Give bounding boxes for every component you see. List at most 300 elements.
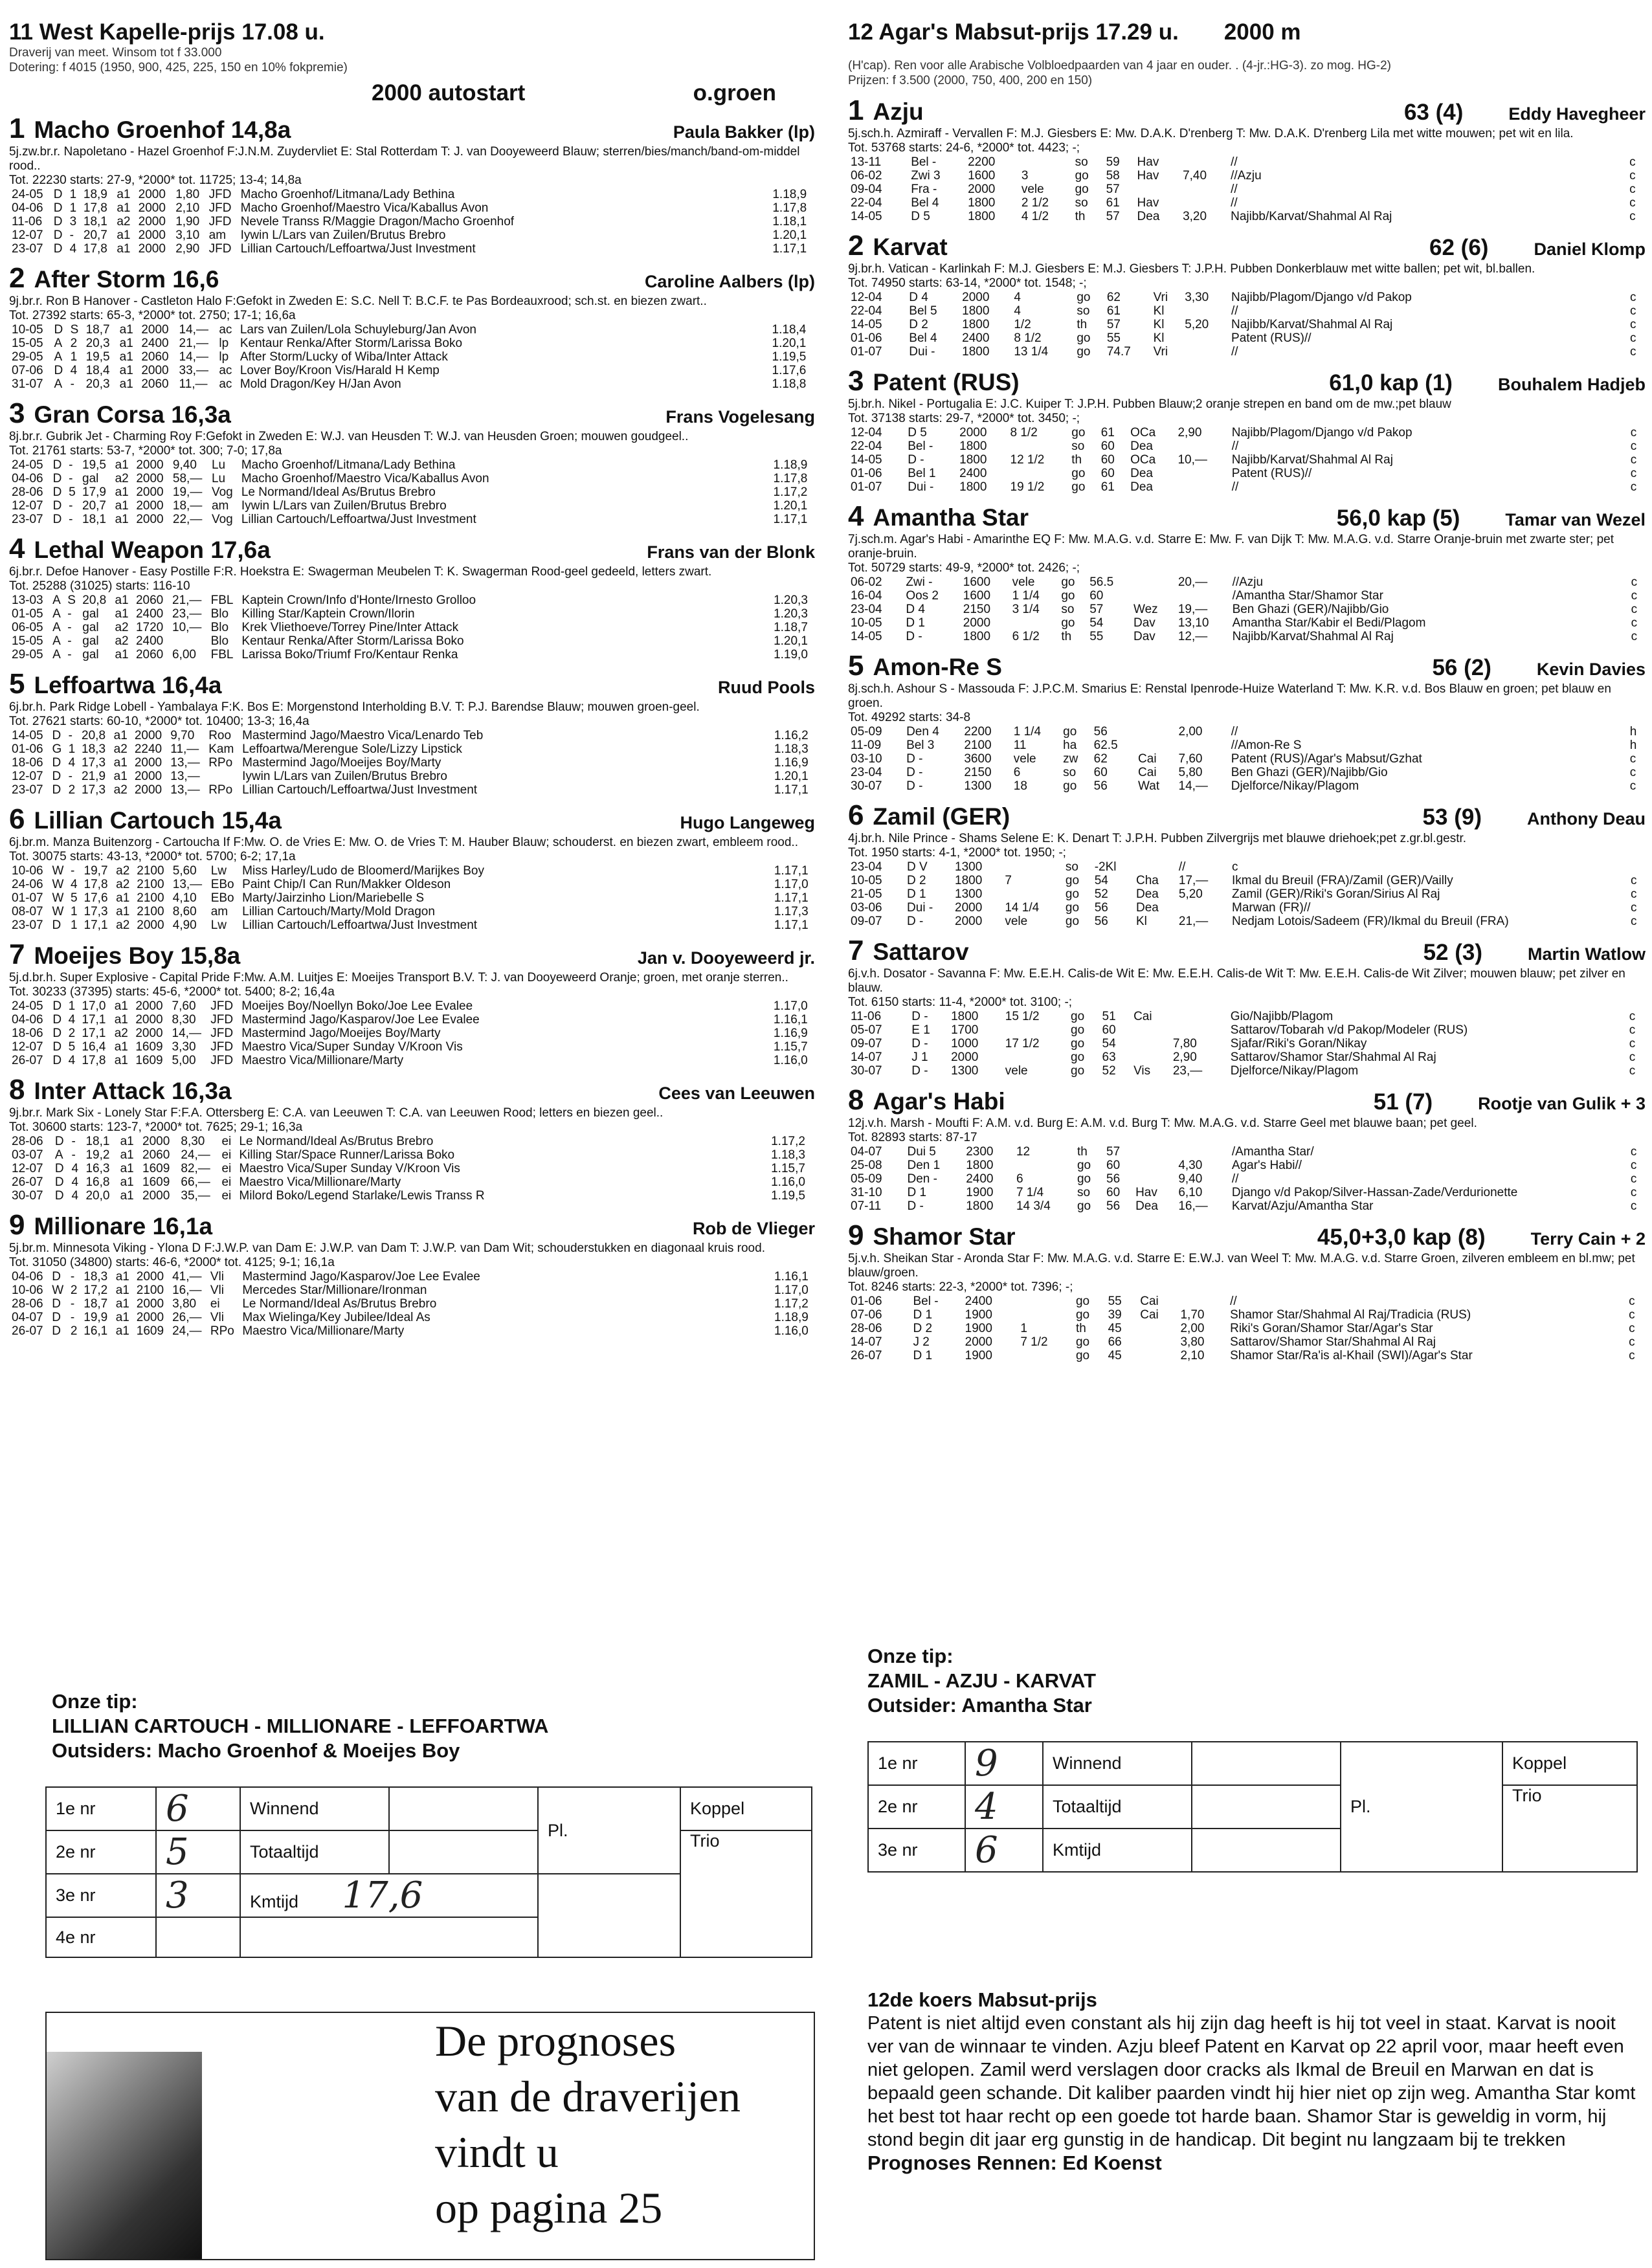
result-cell: 54 — [1094, 874, 1108, 887]
handwritten-2[interactable]: 5 — [156, 1830, 240, 1874]
result-cell: Oos 2 — [906, 589, 939, 603]
result-row — [9, 485, 815, 499]
result-cell: 4,30 — [1178, 1159, 1203, 1172]
result-cell: Sjafar/Riki's Goran/Nikay — [1230, 1037, 1367, 1051]
horse-weight: 53 (9) — [1422, 805, 1482, 830]
result-cell: c — [1630, 1145, 1637, 1159]
result-cell: a1 — [115, 1284, 129, 1297]
result-cell: 56.5 — [1089, 575, 1114, 589]
result-cell: Fra - — [911, 183, 937, 196]
result-cell: 41,— — [172, 1270, 202, 1284]
result-row — [9, 634, 815, 648]
horse-stats: Tot. 27392 starts: 65-3, *2000* tot. 2750; 17-1; 16,6a — [9, 309, 296, 322]
result-cell: 1.17,2 — [771, 1135, 805, 1148]
jockey-name: Hugo Langeweg — [680, 813, 815, 832]
race-distance: 2000 autostart — [372, 80, 526, 106]
result-row — [848, 1037, 1646, 1051]
result-cell: 2000 — [136, 1270, 164, 1284]
winnend-label: Winnend — [250, 1799, 319, 1818]
horse-name: Karvat — [873, 234, 948, 260]
result-cell: go — [1071, 1023, 1085, 1037]
result-cell: Iywin L/Lars van Zuilen/Brutus Brebro — [241, 499, 447, 513]
kmtijd-label: Kmtijd — [1053, 1840, 1102, 1860]
result-cell: // — [1231, 725, 1238, 739]
result-cell: a1 — [120, 1135, 134, 1148]
jockey-name: Anthony Deau — [1526, 809, 1646, 828]
result-cell: D 2 — [913, 1322, 933, 1335]
result-cell: 18,— — [172, 499, 203, 513]
result-cell: D 4 — [906, 603, 925, 616]
left-tip-block — [52, 1689, 809, 1763]
result-cell: 7 1/4 — [1016, 1186, 1044, 1199]
result-cell: // — [1231, 1172, 1239, 1186]
result-cell: Shamor Star/Ra'is al-Khail (SWI)/Agar's Star — [1230, 1349, 1473, 1362]
result-cell: - — [69, 458, 73, 472]
result-cell: 17 1/2 — [1005, 1037, 1040, 1051]
result-cell: Dav — [1133, 616, 1155, 630]
result-cell: D — [52, 756, 61, 770]
result-cell: D - — [906, 630, 922, 643]
result-cell: c — [1629, 155, 1636, 169]
result-cell — [1175, 480, 1229, 494]
horse-stats: Tot. 30075 starts: 43-13, *2000* tot. 5700; 6-2; 17,1a — [9, 850, 296, 863]
result-cell: c — [1629, 1023, 1636, 1037]
result-row — [9, 337, 815, 350]
result-cell: 62.5 — [1093, 739, 1118, 752]
result-cell: 18,4 — [85, 364, 110, 377]
result-row — [848, 453, 1646, 467]
result-cell: 14 3/4 — [1016, 1199, 1051, 1213]
result-cell: 17,0 — [82, 999, 106, 1013]
result-cell: 1300 — [955, 887, 983, 901]
result-cell: 13-03 — [12, 594, 43, 607]
result-cell: a1 — [117, 188, 131, 201]
jockey-name: Eddy Havegheer — [1508, 104, 1646, 124]
result-cell: JFD — [208, 242, 232, 256]
result-cell: 24-05 — [12, 458, 43, 472]
result-cell: Najibb/Karvat/Shahmal Al Raj — [1231, 453, 1393, 467]
result-row — [9, 215, 815, 228]
jockey-name: Ruud Pools — [718, 678, 815, 697]
result-cell: 1.16,1 — [773, 1013, 808, 1027]
handwritten-1[interactable]: 6 — [156, 1787, 240, 1830]
result-cell: 57 — [1106, 183, 1120, 196]
result-cell: go — [1065, 901, 1080, 915]
result-cell: c — [1629, 779, 1636, 793]
result-cell: 17,6 — [84, 891, 108, 905]
result-cell: 10-05 — [851, 874, 882, 887]
result-cell: 2,90 — [175, 242, 200, 256]
result-cell: 3,30 — [1185, 291, 1209, 304]
result-cell: c — [1630, 467, 1637, 480]
result-cell: D V — [907, 860, 928, 874]
result-cell: a1 — [115, 1311, 129, 1324]
result-cell: 2 — [70, 1324, 78, 1338]
result-row — [9, 513, 815, 526]
result-cell: JFD — [210, 1027, 234, 1040]
result-cell: 33,— — [179, 364, 208, 377]
result-cell: go — [1061, 589, 1075, 603]
result-cell: Dea — [1135, 901, 1159, 915]
result-cell: 2000 — [135, 1013, 163, 1027]
result-cell: c — [1630, 318, 1636, 331]
result-cell: 61 — [1106, 304, 1121, 318]
horse-pedigree: 7j.sch.m. Agar's Habi - Amarinthe EQ F: Mw. M.A.G. v.d. Starre E: Mw. F. van Dijk T: Mw. M.A.G. v.d. Starre Oranje-bruin met zwarte ster; pet oranje-bruin. — [848, 533, 1614, 561]
result-cell: Dui - — [909, 345, 935, 359]
result-cell: gal — [82, 607, 99, 621]
jockey-name: Bouhalem Hadjeb — [1497, 375, 1646, 394]
result-row — [848, 860, 1646, 874]
horse-stats: Tot. 53768 starts: 24-6, *2000* tot. 4423; -; — [848, 141, 1080, 155]
result-row — [9, 607, 815, 621]
result-cell: so — [1075, 196, 1088, 210]
result-cell: Den - — [907, 1172, 937, 1186]
result-cell: 23-07 — [12, 918, 43, 932]
result-cell: 24,— — [172, 1324, 202, 1338]
result-cell: 17,2 — [84, 1284, 108, 1297]
result-cell: 2 — [70, 1284, 78, 1297]
result-cell: 45 — [1108, 1322, 1122, 1335]
result-cell: 1.17,0 — [773, 999, 808, 1013]
result-cell: a1 — [115, 499, 129, 513]
jockey-name: Kevin Davies — [1536, 660, 1646, 679]
result-cell: 1 — [71, 905, 78, 918]
result-cell: a1 — [119, 337, 133, 350]
result-cell: 14,— — [1178, 779, 1208, 793]
result-cell: am — [208, 228, 227, 242]
result-cell: D 1 — [913, 1308, 933, 1322]
result-cell: 20,7 — [82, 499, 106, 513]
horse-entry — [848, 1084, 1646, 1213]
result-cell: 6 1/2 — [1012, 630, 1040, 643]
result-cell: OCa — [1130, 453, 1156, 467]
result-cell: Dea — [1137, 210, 1160, 223]
result-cell: 29-05 — [12, 350, 43, 364]
totaaltijd-field[interactable] — [1192, 1785, 1341, 1829]
result-cell: c — [1630, 331, 1636, 345]
result-cell: go — [1071, 480, 1086, 494]
result-cell: go — [1075, 183, 1089, 196]
result-cell: Mastermind Jago/Moeijes Boy/Marty — [242, 756, 441, 770]
result-cell: D - — [911, 1010, 928, 1023]
result-cell: Vli — [210, 1311, 224, 1324]
result-cell: 2400 — [966, 1172, 994, 1186]
result-cell: 26-07 — [12, 1054, 43, 1067]
result-cell: 1300 — [955, 860, 983, 874]
result-cell: D — [54, 1135, 64, 1148]
result-cell: Najibb/Plagom/Django v/d Pakop — [1231, 291, 1412, 304]
result-cell: // — [1231, 480, 1239, 494]
result-cell: D — [52, 918, 61, 932]
result-cell: 4 — [71, 1162, 79, 1175]
horse-entry — [9, 803, 815, 932]
result-cell: h — [1629, 739, 1637, 752]
result-cell: Dea — [1130, 467, 1153, 480]
results-table — [9, 1135, 815, 1203]
result-cell: Mastermind Jago/Kasparov/Joe Lee Evalee — [241, 1013, 480, 1027]
result-row — [848, 169, 1646, 183]
horse-number: 8 — [848, 1084, 864, 1116]
result-cell: Najibb/Plagom/Django v/d Pakop — [1231, 426, 1412, 439]
result-cell: -2Kl — [1094, 860, 1117, 874]
result-cell: 1800 — [966, 1159, 994, 1172]
horse-name-line — [848, 230, 948, 262]
result-cell: JFD — [208, 215, 232, 228]
horse-name: Millionare 16,1a — [34, 1213, 213, 1240]
result-row — [848, 1322, 1646, 1335]
result-cell: go — [1077, 291, 1091, 304]
winnend-field[interactable] — [1192, 1742, 1341, 1785]
result-cell: 1.20,1 — [774, 770, 809, 783]
result-cell: 60 — [1102, 1023, 1116, 1037]
horse-name: Gran Corsa 16,3a — [34, 401, 231, 428]
result-row — [848, 1186, 1646, 1199]
horse-name: Lillian Cartouch 15,4a — [34, 807, 282, 834]
result-cell: D - — [907, 1199, 924, 1213]
result-row — [848, 874, 1646, 887]
result-cell: 18,3 — [84, 1270, 108, 1284]
result-row — [848, 603, 1646, 616]
result-cell: Lu — [211, 472, 226, 485]
handwritten-2[interactable]: 4 — [965, 1785, 1043, 1829]
result-cell: 23-07 — [12, 783, 43, 797]
result-cell: 2000 — [965, 1335, 992, 1349]
result-cell: 03-06 — [851, 901, 882, 915]
result-cell: 04-06 — [12, 472, 43, 485]
result-cell: 1.20,3 — [774, 607, 808, 621]
result-cell: 2400 — [965, 1295, 992, 1308]
horse-stats: Tot. 30600 starts: 123-7, *2000* tot. 7625; 29-1; 16,3a — [9, 1120, 303, 1134]
result-cell: 1600 — [963, 575, 991, 589]
result-cell: c — [1631, 887, 1637, 901]
horse-number: 7 — [848, 935, 864, 966]
horse-number: 6 — [9, 803, 25, 835]
ad-line-4: op pagina 25 — [435, 2183, 663, 2232]
result-cell — [1180, 196, 1228, 210]
horse-name-line — [848, 650, 1002, 682]
result-cell: Patent (RUS)/Agar's Mabsut/Gzhat — [1231, 752, 1422, 766]
winnend-field[interactable] — [389, 1787, 538, 1830]
result-cell — [1131, 1037, 1170, 1051]
result-row — [9, 188, 815, 201]
row-label: 4e nr — [56, 1927, 96, 1947]
result-cell: 1800 — [962, 318, 990, 331]
result-cell — [1133, 1172, 1176, 1186]
result-cell: a1 — [120, 1189, 134, 1203]
result-cell: Maestro Vica/Millionare/Marty — [241, 1054, 404, 1067]
result-cell: Lars van Zuilen/Lola Schuyleburg/Jan Avon — [240, 323, 476, 337]
result-cell: Dui - — [907, 901, 933, 915]
result-cell: 1.16,9 — [773, 1027, 808, 1040]
result-cell: so — [1075, 155, 1088, 169]
result-cell: c — [1631, 630, 1638, 643]
result-cell: 1 — [69, 188, 77, 201]
result-cell: am — [210, 905, 229, 918]
result-row — [9, 1162, 815, 1175]
result-cell: 5 — [69, 485, 76, 499]
result-cell: 1.18,4 — [772, 323, 807, 337]
horse-entry — [848, 1219, 1646, 1362]
result-cell: Riki's Goran/Shamor Star/Agar's Star — [1230, 1322, 1433, 1335]
result-cell: Dea — [1135, 887, 1159, 901]
result-cell: 1000 — [951, 1037, 979, 1051]
result-cell: gal — [82, 621, 99, 634]
jockey-name: Tamar van Wezel — [1505, 510, 1646, 529]
result-cell: lp — [219, 350, 229, 364]
result-cell — [1018, 1349, 1073, 1362]
result-cell: Mastermind Jago/Kasparov/Joe Lee Evalee — [242, 1270, 480, 1284]
result-cell: 1609 — [142, 1175, 170, 1189]
result-cell: 57 — [1089, 603, 1104, 616]
result-cell: vele — [1012, 575, 1035, 589]
result-row — [9, 783, 815, 797]
result-cell: Kam — [208, 742, 234, 756]
result-row — [9, 905, 815, 918]
row-label: 3e nr — [878, 1840, 918, 1860]
result-cell: A — [52, 607, 61, 621]
result-cell: - — [70, 1311, 75, 1324]
result-cell: 18,7 — [84, 1297, 108, 1311]
result-cell: D — [53, 228, 63, 242]
result-cell: 19,— — [172, 485, 203, 499]
result-cell: 1609 — [135, 1054, 163, 1067]
jockey-name: Paula Bakker (lp) — [673, 122, 815, 142]
result-cell: Cai — [1138, 766, 1157, 779]
result-cell — [1008, 467, 1069, 480]
result-cell: 03-10 — [851, 752, 882, 766]
result-cell: c — [1631, 575, 1638, 589]
result-cell: 82,— — [181, 1162, 210, 1175]
result-cell: 1,90 — [175, 215, 200, 228]
result-cell: Marwan (FR)// — [1232, 901, 1311, 915]
result-cell: 18,7 — [85, 323, 110, 337]
result-cell: 55 — [1089, 630, 1104, 643]
result-cell: 5 — [68, 1040, 76, 1054]
result-cell — [1182, 331, 1229, 345]
result-cell: Dui 5 — [907, 1145, 936, 1159]
result-cell: 1609 — [142, 1162, 170, 1175]
totaaltijd-label: Totaaltijd — [1053, 1797, 1122, 1816]
kmtijd-field[interactable] — [1192, 1829, 1341, 1872]
result-cell: 12-04 — [851, 291, 882, 304]
result-cell: Moeijes Boy/Noellyn Boko/Joe Lee Evalee — [241, 999, 473, 1013]
handwritten-3[interactable]: 6 — [965, 1829, 1043, 1872]
horse-pedigree: 8j.br.r. Gubrik Jet - Charming Roy F:Gefokt in Zweden E: W.J. van Heusden T: W.J. van Heusden Groen; mouwen goudgeel.. — [9, 430, 689, 443]
result-cell: 2100 — [137, 891, 164, 905]
result-cell: D — [52, 783, 61, 797]
result-cell: Krek Vliethoeve/Torrey Pine/Inter Attack — [241, 621, 459, 634]
result-cell: EBo — [210, 891, 234, 905]
result-cell: // — [1231, 183, 1238, 196]
horse-number: 3 — [9, 397, 25, 429]
result-cell: a1 — [115, 648, 129, 662]
result-cell: 2300 — [966, 1145, 994, 1159]
result-cell: 1600 — [968, 169, 996, 183]
result-cell — [1131, 1051, 1170, 1064]
result-cell: 2000 — [959, 426, 987, 439]
result-cell: 26-07 — [12, 1175, 43, 1189]
result-cell: 1.17,1 — [774, 918, 809, 932]
result-cell: Dav — [1133, 630, 1155, 643]
race-track: o.groen — [693, 80, 776, 106]
result-cell: a1 — [115, 513, 129, 526]
result-cell: D — [54, 323, 63, 337]
result-cell: D — [52, 1040, 62, 1054]
results-table — [9, 999, 815, 1067]
result-cell: 2000 — [968, 183, 996, 196]
result-cell: OCa — [1130, 426, 1156, 439]
result-cell — [1182, 345, 1229, 359]
result-cell: 1.17,0 — [774, 1284, 809, 1297]
result-cell: 23,— — [1172, 1064, 1203, 1078]
result-cell: Kentaur Renka/After Storm/Larissa Boko — [241, 634, 464, 648]
result-cell: 2000 — [141, 323, 169, 337]
result-cell: D 5 — [908, 426, 927, 439]
result-cell: Wat — [1138, 779, 1160, 793]
result-cell: a2 — [115, 472, 129, 485]
result-cell: // — [1231, 155, 1238, 169]
result-row — [9, 472, 815, 485]
right-tip-block — [867, 1644, 1638, 1718]
result-cell: 20,3 — [85, 337, 110, 350]
result-row — [848, 1349, 1646, 1362]
horse-header — [848, 365, 1646, 397]
result-cell: 01-06 — [12, 742, 43, 756]
jockey-name: Frans van der Blonk — [647, 542, 815, 562]
result-cell: 1.17,1 — [773, 513, 808, 526]
result-cell: 59 — [1106, 155, 1120, 169]
jockey-name: Martin Watlow — [1528, 944, 1646, 964]
totaaltijd-field[interactable] — [389, 1830, 538, 1874]
result-cell: 57 — [1106, 1145, 1121, 1159]
result-cell: 2000 — [141, 364, 169, 377]
result-cell — [1176, 589, 1230, 603]
result-cell: 12-07 — [12, 770, 43, 783]
result-cell: 2000 — [142, 1189, 170, 1203]
result-cell: 1.16,0 — [773, 1054, 808, 1067]
result-cell: c — [1629, 210, 1636, 223]
result-cell: 1800 — [968, 210, 996, 223]
result-cell: 1800 — [962, 304, 990, 318]
horse-stats: Tot. 8246 starts: 22-3, *2000* tot. 7396; -; — [848, 1280, 1073, 1294]
result-cell: Bel - — [913, 1295, 939, 1308]
result-cell: 8 1/2 — [1010, 426, 1038, 439]
result-cell: Kl — [1153, 318, 1165, 331]
result-cell: 22-04 — [851, 439, 882, 453]
result-cell: 13,— — [170, 756, 200, 770]
result-cell: 1.17,0 — [774, 878, 809, 891]
result-cell: 13,— — [170, 770, 200, 783]
result-cell: 04-06 — [12, 1013, 43, 1027]
handwritten-1[interactable]: 9 — [965, 1742, 1043, 1785]
result-cell: 19,9 — [84, 1311, 108, 1324]
result-cell: 22-04 — [851, 304, 882, 318]
result-cell: go — [1061, 616, 1075, 630]
result-cell: 19 1/2 — [1010, 480, 1045, 494]
race-commentary — [867, 1988, 1638, 2175]
result-cell: 1.18,3 — [774, 742, 809, 756]
handwritten-3[interactable]: 3 — [156, 1874, 240, 1917]
result-cell: c — [1232, 860, 1238, 874]
result-cell: Zwi - — [906, 575, 933, 589]
result-cell — [1137, 1349, 1178, 1362]
horse-name-line — [848, 935, 969, 967]
result-cell: zw — [1063, 752, 1078, 766]
result-cell: so — [1071, 439, 1085, 453]
handwritten-4[interactable] — [156, 1917, 240, 1957]
horse-header — [848, 230, 1646, 262]
horse-header — [848, 94, 1646, 127]
